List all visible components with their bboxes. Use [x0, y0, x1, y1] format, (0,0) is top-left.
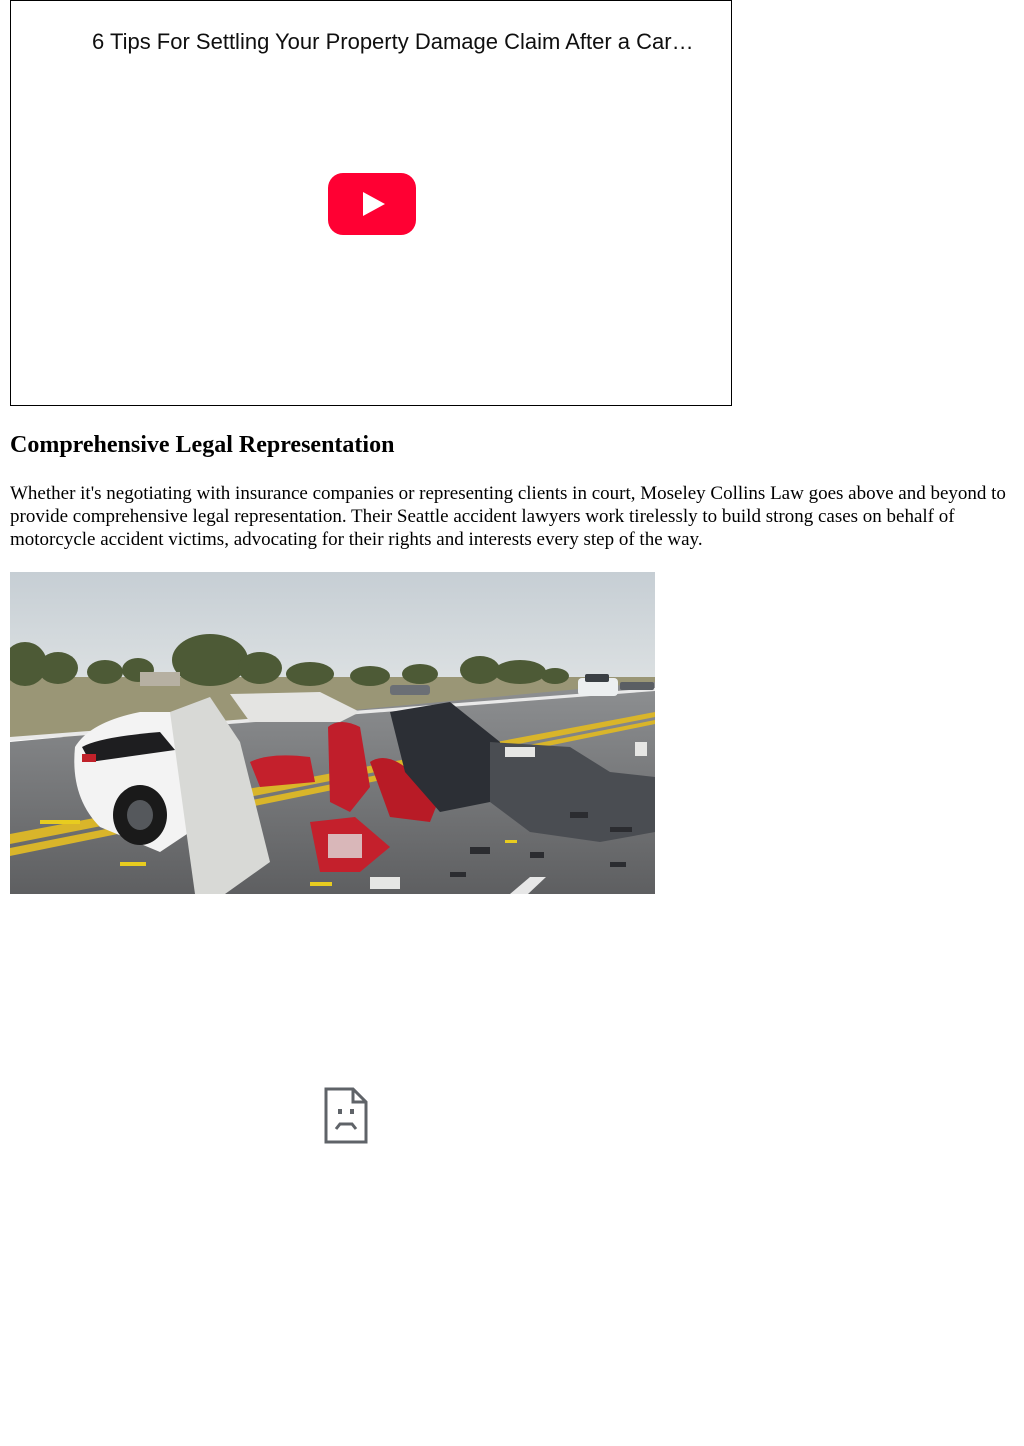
section-heading: Comprehensive Legal Representation [10, 432, 395, 458]
body-paragraph: Whether it's negotiating with insurance companies or representing clients in court, Moseley Collins Law goes above and beyond to provide comprehensive legal representation. Their Seattle accident lawyers work tirelessly to build strong cases on behalf of motorcycle accident victims, advocating for their rights and interests every step of the way. [10, 483, 1006, 550]
youtube-video-embed[interactable] [10, 0, 732, 406]
play-button[interactable] [328, 173, 416, 235]
broken-image-icon [323, 1087, 369, 1145]
youtube-play-icon [328, 173, 416, 235]
video-title[interactable]: 6 Tips For Settling Your Property Damage Claim After a Car… [92, 29, 694, 54]
broken-image-placeholder [323, 1087, 369, 1145]
car-crash-photo [10, 572, 655, 894]
